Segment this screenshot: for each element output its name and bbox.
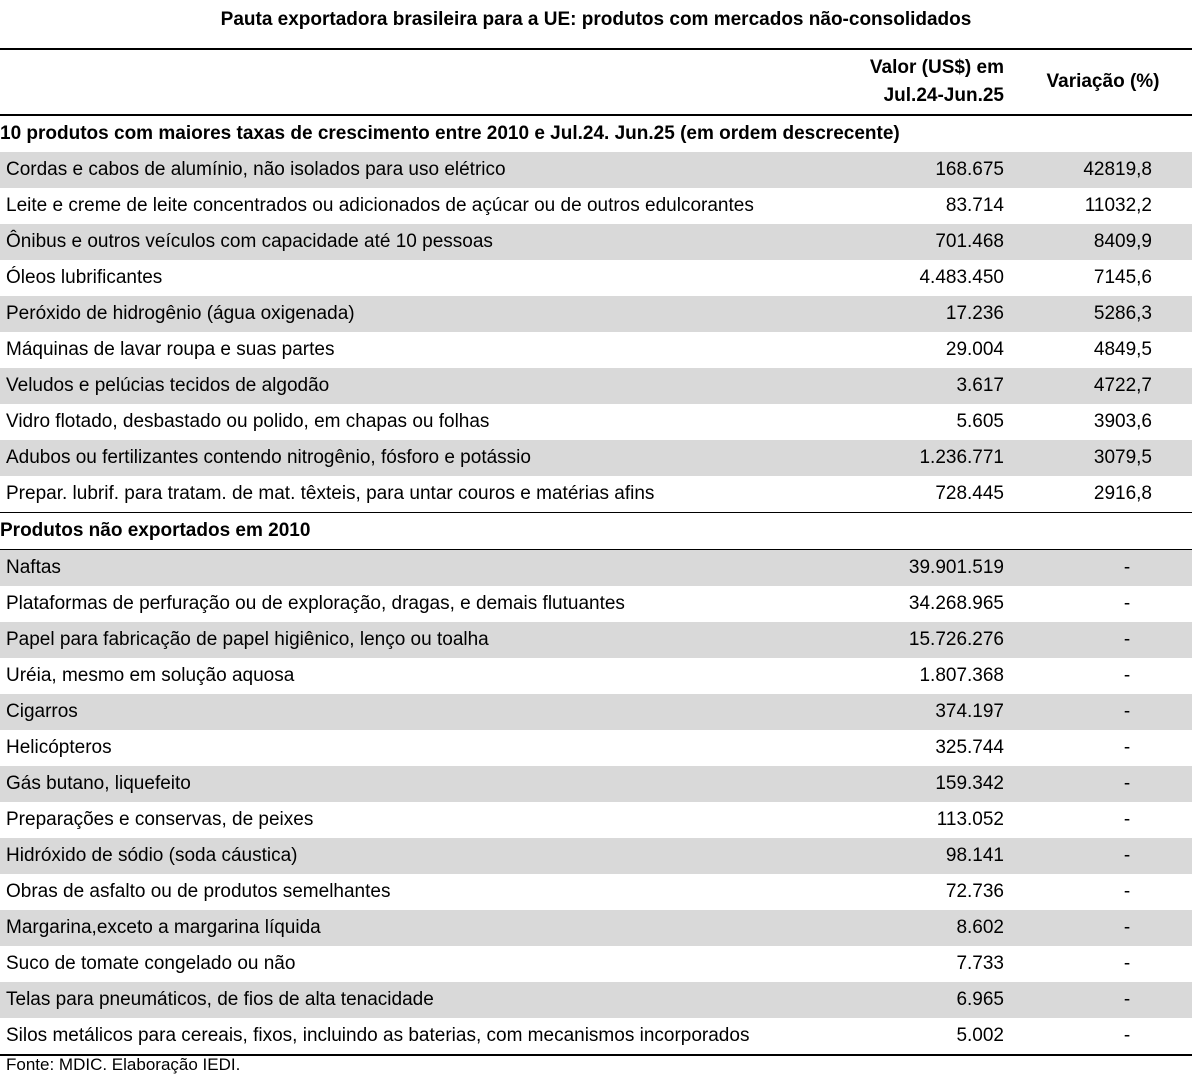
valor-cell: 98.141 xyxy=(814,838,1014,874)
valor-cell: 325.744 xyxy=(935,737,1004,758)
table-title: Pauta exportadora brasileira para a UE: produtos com mercados não-consolidados xyxy=(220,9,972,30)
section-heading: 10 produtos com maiores taxas de crescimento entre 2010 e Jul.24. Jun.25 (em ordem descrecente) xyxy=(0,123,900,144)
product-name: Obras de asfalto ou de produtos semelhantes xyxy=(6,881,391,902)
product-name: Ônibus e outros veículos com capacidade até 10 pessoas xyxy=(0,224,814,260)
valor-cell: 3.617 xyxy=(814,368,1014,404)
product-name: Plataformas de perfuração ou de exploração, dragas, e demais flutuantes xyxy=(6,593,625,614)
source-note: Fonte: MDIC. Elaboração IEDI. xyxy=(6,1055,241,1074)
table-row xyxy=(0,224,1192,260)
variacao-cell: - xyxy=(1014,766,1192,802)
valor-cell: 34.268.965 xyxy=(908,593,1004,614)
variacao-cell: - xyxy=(1123,809,1131,830)
variacao-cell: - xyxy=(1123,881,1131,902)
table-row xyxy=(0,874,1192,910)
valor-cell: 7.733 xyxy=(956,953,1004,974)
product-name: Prepar. lubrif. para tratam. de mat. têxteis, para untar couros e matérias afins xyxy=(0,476,814,513)
variacao-cell: 4722,7 xyxy=(1014,368,1192,404)
variacao-cell: - xyxy=(1014,622,1192,658)
valor-cell: 72.736 xyxy=(945,881,1004,902)
table-header xyxy=(0,49,1192,115)
product-name: Helicópteros xyxy=(6,737,112,758)
valor-cell: 701.468 xyxy=(814,224,1014,260)
table-row xyxy=(0,404,1192,440)
product-name: Peróxido de hidrogênio (água oxigenada) xyxy=(0,296,814,332)
table-body xyxy=(0,115,1192,1055)
variacao-cell: - xyxy=(1123,665,1131,686)
table-row xyxy=(0,440,1192,476)
product-name: Adubos ou fertilizantes contendo nitrogênio, fósforo e potássio xyxy=(0,440,814,476)
variacao-cell: - xyxy=(1014,694,1192,730)
table-row xyxy=(0,622,1192,658)
table-row xyxy=(0,802,1192,838)
table-row xyxy=(0,838,1192,874)
header-valor xyxy=(814,49,1014,115)
product-name: Margarina,exceto a margarina líquida xyxy=(0,910,814,946)
product-name: Hidróxido de sódio (soda cáustica) xyxy=(0,838,814,874)
valor-cell: 168.675 xyxy=(814,152,1014,188)
product-name: Leite e creme de leite concentrados ou adicionados de açúcar ou de outros edulcorantes xyxy=(6,195,754,216)
header-variacao: Variação (%) xyxy=(1014,49,1192,115)
product-name: Óleos lubrificantes xyxy=(6,267,163,288)
product-name: Naftas xyxy=(0,550,814,587)
table-row xyxy=(0,476,1192,513)
header-product xyxy=(0,49,814,115)
valor-cell: 728.445 xyxy=(814,476,1014,513)
variacao-cell: - xyxy=(1014,982,1192,1018)
variacao-cell: 2916,8 xyxy=(1014,476,1192,513)
valor-cell: 4.483.450 xyxy=(919,267,1004,288)
valor-cell: 83.714 xyxy=(945,195,1004,216)
table-row xyxy=(0,586,1192,622)
table-row xyxy=(0,766,1192,802)
valor-cell: 159.342 xyxy=(814,766,1014,802)
variacao-cell: 5286,3 xyxy=(1014,296,1192,332)
valor-cell: 39.901.519 xyxy=(814,550,1014,587)
variacao-cell: - xyxy=(1123,737,1131,758)
variacao-cell: 4849,5 xyxy=(1093,339,1152,360)
valor-cell: 113.052 xyxy=(936,809,1004,830)
product-name: Preparações e conservas, de peixes xyxy=(6,809,314,830)
variacao-cell: - xyxy=(1123,593,1131,614)
table-row xyxy=(0,946,1192,982)
table-row xyxy=(0,260,1192,296)
product-name: Suco de tomate congelado ou não xyxy=(6,953,296,974)
product-name: Uréia, mesmo em solução aquosa xyxy=(6,665,295,686)
table-row xyxy=(0,550,1192,587)
product-name: Máquinas de lavar roupa e suas partes xyxy=(6,339,335,360)
variacao-cell: - xyxy=(1014,838,1192,874)
valor-cell: 6.965 xyxy=(814,982,1014,1018)
table-row xyxy=(0,296,1192,332)
product-name: Gás butano, liquefeito xyxy=(0,766,814,802)
product-name: Cigarros xyxy=(0,694,814,730)
product-name: Veludos e pelúcias tecidos de algodão xyxy=(0,368,814,404)
valor-cell: 5.605 xyxy=(956,411,1004,432)
table-row xyxy=(0,910,1192,946)
export-table xyxy=(0,48,1192,1056)
variacao-cell: 8409,9 xyxy=(1014,224,1192,260)
valor-cell: 29.004 xyxy=(945,339,1004,360)
variacao-cell: 3903,6 xyxy=(1093,411,1152,432)
product-name: Cordas e cabos de alumínio, não isolados para uso elétrico xyxy=(0,152,814,188)
valor-cell: 1.236.771 xyxy=(814,440,1014,476)
table-row xyxy=(0,730,1192,766)
valor-cell: 8.602 xyxy=(814,910,1014,946)
variacao-cell: 3079,5 xyxy=(1014,440,1192,476)
variacao-cell: - xyxy=(1123,953,1131,974)
valor-cell: 15.726.276 xyxy=(814,622,1014,658)
section-heading-row xyxy=(0,513,1192,550)
table-row xyxy=(0,982,1192,1018)
product-name: Vidro flotado, desbastado ou polido, em chapas ou folhas xyxy=(6,411,490,432)
product-name: Papel para fabricação de papel higiênico, lenço ou toalha xyxy=(0,622,814,658)
table-row xyxy=(0,1018,1192,1055)
table-row xyxy=(0,694,1192,730)
variacao-cell: - xyxy=(1014,910,1192,946)
variacao-cell: 11032,2 xyxy=(1084,195,1152,216)
valor-cell: 374.197 xyxy=(814,694,1014,730)
table-row xyxy=(0,188,1192,224)
section-heading: Produtos não exportados em 2010 xyxy=(0,513,1192,550)
variacao-cell: 7145,6 xyxy=(1093,267,1152,288)
valor-cell: 1.807.368 xyxy=(919,665,1004,686)
section-heading-row xyxy=(0,115,1192,152)
valor-cell: 5.002 xyxy=(814,1018,1014,1055)
table-row xyxy=(0,658,1192,694)
valor-cell: 17.236 xyxy=(814,296,1014,332)
header-valor-line1: Valor (US$) em xyxy=(869,57,1004,78)
product-name: Silos metálicos para cereais, fixos, incluindo as baterias, com mecanismos incorporados xyxy=(0,1018,814,1055)
header-valor-line2: Jul.24-Jun.25 xyxy=(883,85,1004,106)
variacao-cell: 42819,8 xyxy=(1014,152,1192,188)
product-name: Telas para pneumáticos, de fios de alta tenacidade xyxy=(0,982,814,1018)
table-row xyxy=(0,332,1192,368)
variacao-cell: - xyxy=(1014,550,1192,587)
variacao-cell: - xyxy=(1014,1018,1192,1055)
table-row xyxy=(0,368,1192,404)
table-row xyxy=(0,152,1192,188)
